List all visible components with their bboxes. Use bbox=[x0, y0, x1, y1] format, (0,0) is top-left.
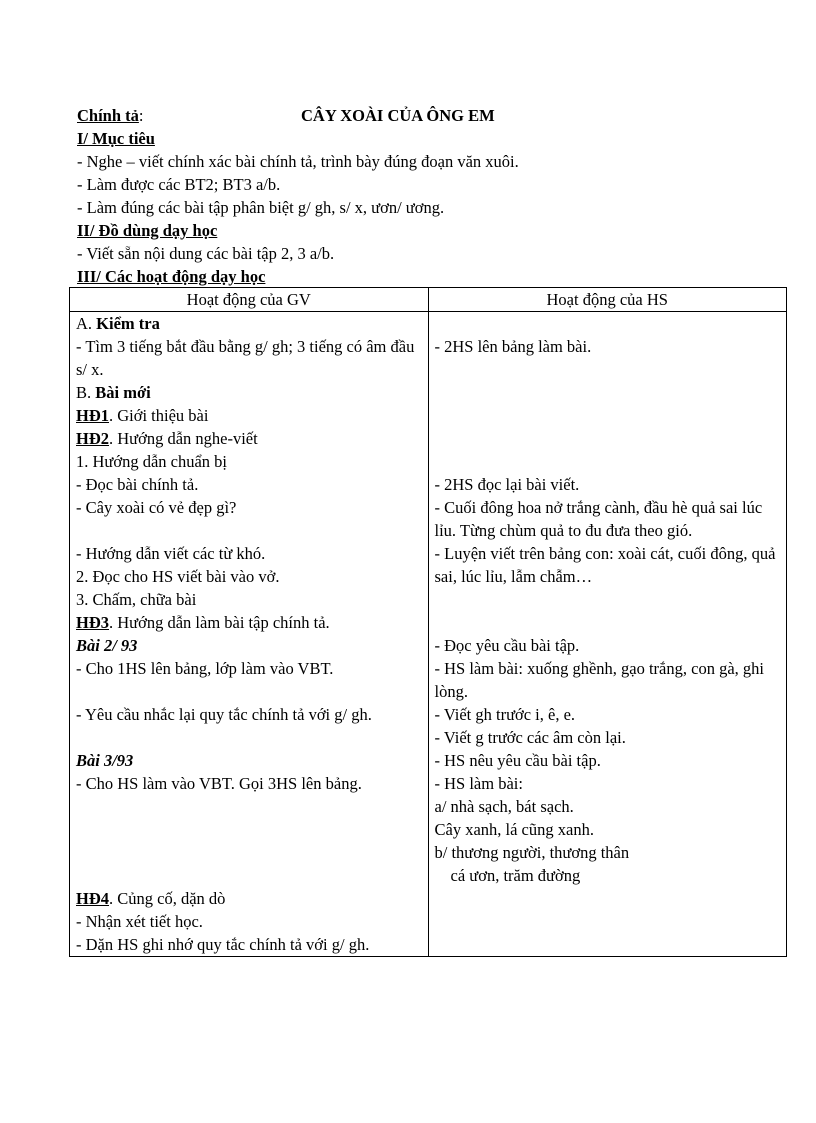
gv-cell bbox=[70, 312, 429, 957]
hs-line: a/ nhà sạch, bát sạch. bbox=[434, 797, 574, 816]
hs-cell bbox=[428, 312, 787, 957]
spacer bbox=[435, 312, 781, 335]
gv-line: 3. Chấm, chữa bài bbox=[76, 590, 197, 609]
spacer bbox=[76, 795, 422, 818]
gv-line: - Cho 1HS lên bảng, lớp làm vào VBT. bbox=[76, 659, 334, 678]
spacer bbox=[76, 519, 422, 542]
spacer bbox=[76, 818, 422, 841]
gv-line: HĐ4. Củng cố, dặn dò bbox=[76, 889, 226, 908]
hs-line: Cây xanh, lá cũng xanh. bbox=[434, 820, 594, 839]
gv-line: - Nhận xét tiết học. bbox=[76, 912, 203, 931]
table-row bbox=[70, 312, 787, 957]
spacer bbox=[435, 611, 781, 634]
hs-line: - HS làm bài: bbox=[434, 774, 523, 793]
objective-line: - Làm được các BT2; BT3 a/b. bbox=[77, 175, 281, 194]
objective-line: - Làm đúng các bài tập phân biệt g/ gh, s/ x, ươn/ ương. bbox=[77, 198, 445, 217]
gv-line: - Tìm 3 tiếng bắt đầu bằng g/ gh; 3 tiếng có âm đầu s/ x. bbox=[76, 337, 415, 379]
spacer bbox=[76, 726, 422, 749]
hs-line: - 2HS lên bảng làm bài. bbox=[434, 337, 592, 356]
spacer bbox=[435, 588, 781, 611]
spacer bbox=[76, 680, 422, 703]
gv-line: Bài 3/93 bbox=[76, 751, 134, 770]
section-objectives-heading: I/ Mục tiêu bbox=[77, 129, 155, 148]
activities-table bbox=[69, 287, 787, 957]
gv-line: HĐ2. Hướng dẫn nghe-viết bbox=[76, 429, 258, 448]
gv-line: - Cho HS làm vào VBT. Gọi 3HS lên bảng. bbox=[76, 774, 362, 793]
spacer bbox=[76, 841, 422, 864]
spacer bbox=[435, 358, 781, 381]
gv-line: - Dặn HS ghi nhớ quy tắc chính tả với g/ gh. bbox=[76, 935, 370, 954]
spacer bbox=[76, 864, 422, 887]
hs-line: - Đọc yêu cầu bài tập. bbox=[434, 636, 580, 655]
hs-line: - Viết gh trước i, ê, e. bbox=[434, 705, 576, 724]
gv-line: - Hướng dẫn viết các từ khó. bbox=[76, 544, 266, 563]
title-row bbox=[77, 104, 797, 127]
section-materials-heading: II/ Đồ dùng dạy học bbox=[77, 221, 218, 240]
column-header-gv: Hoạt động của GV bbox=[70, 288, 429, 312]
gv-line: 2. Đọc cho HS viết bài vào vở. bbox=[76, 567, 280, 586]
gv-line: - Cây xoài có vẻ đẹp gì? bbox=[76, 498, 237, 517]
column-header-hs: Hoạt động của HS bbox=[428, 288, 787, 312]
lesson-title: CÂY XOÀI CỦA ÔNG EM bbox=[301, 106, 495, 125]
section-activities-heading: III/ Các hoạt động dạy học bbox=[77, 267, 266, 286]
spacer bbox=[435, 450, 781, 473]
hs-line: - 2HS đọc lại bài viết. bbox=[434, 475, 580, 494]
hs-line: b/ thương người, thương thân bbox=[434, 843, 630, 862]
hs-line: - Cuối đông hoa nở trắng cành, đầu hè quả sai lúc lỉu. Từng chùm quả to đu đưa theo gió. bbox=[434, 498, 763, 540]
lesson-header bbox=[77, 104, 797, 288]
spacer bbox=[435, 381, 781, 404]
table-header-row bbox=[70, 288, 787, 312]
gv-line: HĐ1. Giới thiệu bài bbox=[76, 406, 209, 425]
gv-line: B. Bài mới bbox=[76, 383, 151, 402]
hs-line: - Viết g trước các âm còn lại. bbox=[434, 728, 626, 747]
objective-line: - Nghe – viết chính xác bài chính tả, trình bày đúng đoạn văn xuôi. bbox=[77, 152, 519, 171]
gv-line: - Đọc bài chính tả. bbox=[76, 475, 199, 494]
gv-line: 1. Hướng dẫn chuẩn bị bbox=[76, 452, 228, 471]
gv-line: A. Kiểm tra bbox=[76, 314, 160, 333]
gv-line: HĐ3. Hướng dẫn làm bài tập chính tả. bbox=[76, 613, 330, 632]
subject-label: Chính tả: bbox=[77, 106, 144, 125]
hs-line: - HS làm bài: xuống ghềnh, gạo trắng, con gà, ghi lòng. bbox=[434, 659, 764, 701]
hs-line: - Luyện viết trên bảng con: xoài cát, cuối đông, quả sai, lúc lỉu, lẫm chẫm… bbox=[434, 544, 776, 586]
gv-line: - Yêu cầu nhắc lại quy tắc chính tả với g/ gh. bbox=[76, 705, 372, 724]
hs-line: - HS nêu yêu cầu bài tập. bbox=[434, 751, 601, 770]
spacer bbox=[435, 404, 781, 427]
materials-line: - Viết sẵn nội dung các bài tập 2, 3 a/b. bbox=[77, 244, 335, 263]
gv-line: Bài 2/ 93 bbox=[76, 636, 138, 655]
spacer bbox=[435, 427, 781, 450]
hs-line: cá ươn, trăm đường bbox=[450, 866, 581, 885]
